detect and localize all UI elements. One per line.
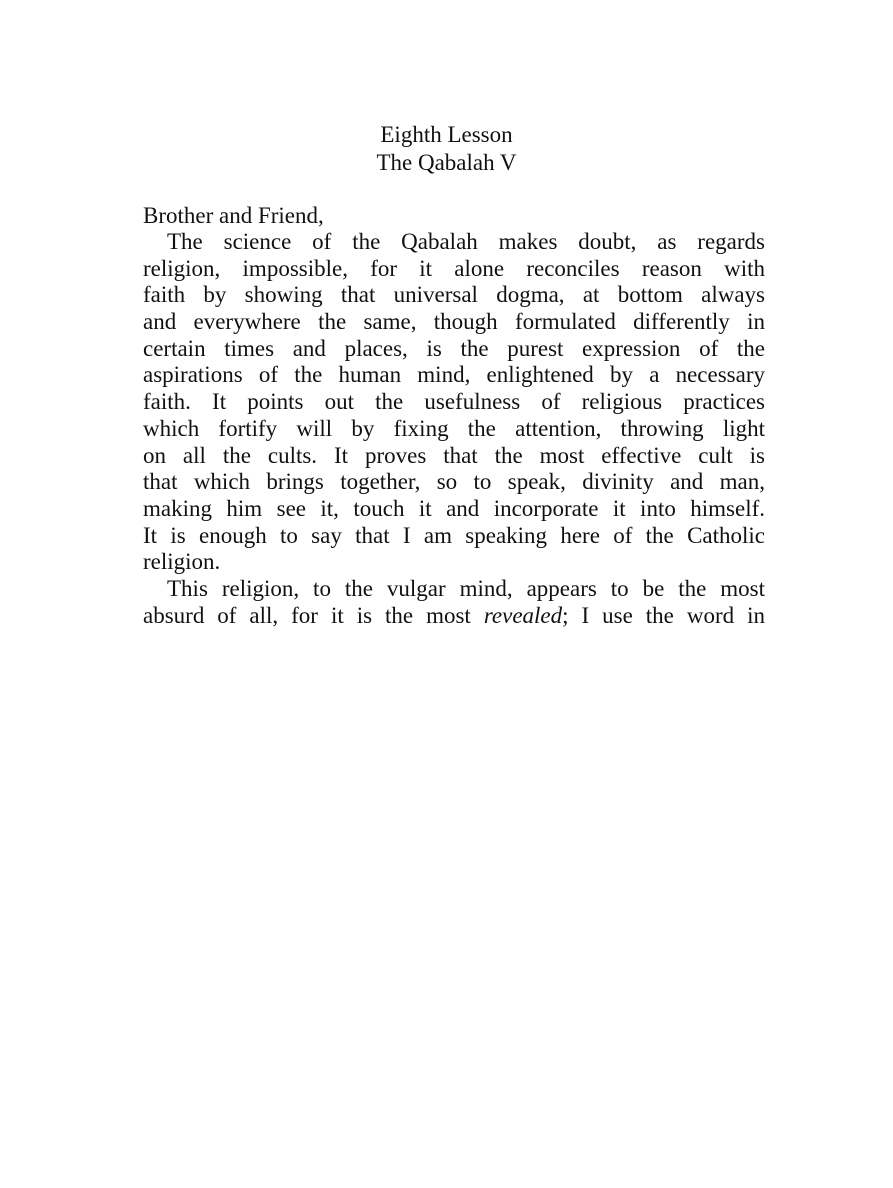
lesson-title: Eighth Lesson bbox=[380, 122, 513, 147]
paragraph-2 bbox=[143, 576, 765, 629]
paragraph-line: that which brings together, so to speak, divinity and man, bbox=[143, 469, 765, 495]
salutation: Brother and Friend, bbox=[143, 203, 324, 228]
paragraph-line: making him see it, touch it and incorporate it into himself. bbox=[143, 495, 765, 521]
paragraph-line: aspirations of the human mind, enlightened by a necessary bbox=[143, 362, 765, 388]
paragraph-line: It is enough to say that I am speaking here of the Catholic bbox=[143, 522, 765, 548]
paragraph-line: faith. It points out the usefulness of religious practices bbox=[143, 389, 765, 415]
paragraph-line: and everywhere the same, though formulated differently in bbox=[143, 309, 765, 335]
emphasized-word: revealed bbox=[483, 602, 563, 628]
paragraph-line: religion. bbox=[143, 549, 221, 575]
paragraph-line: faith by showing that universal dogma, at bottom always bbox=[143, 282, 765, 308]
text-segment: absurd of all, for it is the most bbox=[143, 602, 471, 628]
lesson-subtitle: The Qabalah V bbox=[376, 150, 517, 175]
text-segment: ; I use the word in bbox=[562, 602, 765, 628]
paragraph-line: The science of the Qabalah makes doubt, as regards bbox=[167, 229, 765, 254]
paragraph-line: This religion, to the vulgar mind, appears to be the most bbox=[167, 576, 765, 601]
paragraph-line-with-emphasis bbox=[143, 603, 765, 630]
paragraph-line: on all the cults. It proves that the most effective cult is bbox=[143, 442, 765, 468]
paragraph-line: which fortify will by fixing the attention, throwing light bbox=[143, 415, 765, 441]
paragraph-line: certain times and places, is the purest expression of the bbox=[143, 335, 765, 361]
paragraph-line: religion, impossible, for it alone reconciles reason with bbox=[143, 255, 765, 281]
paragraph-1 bbox=[143, 229, 765, 576]
